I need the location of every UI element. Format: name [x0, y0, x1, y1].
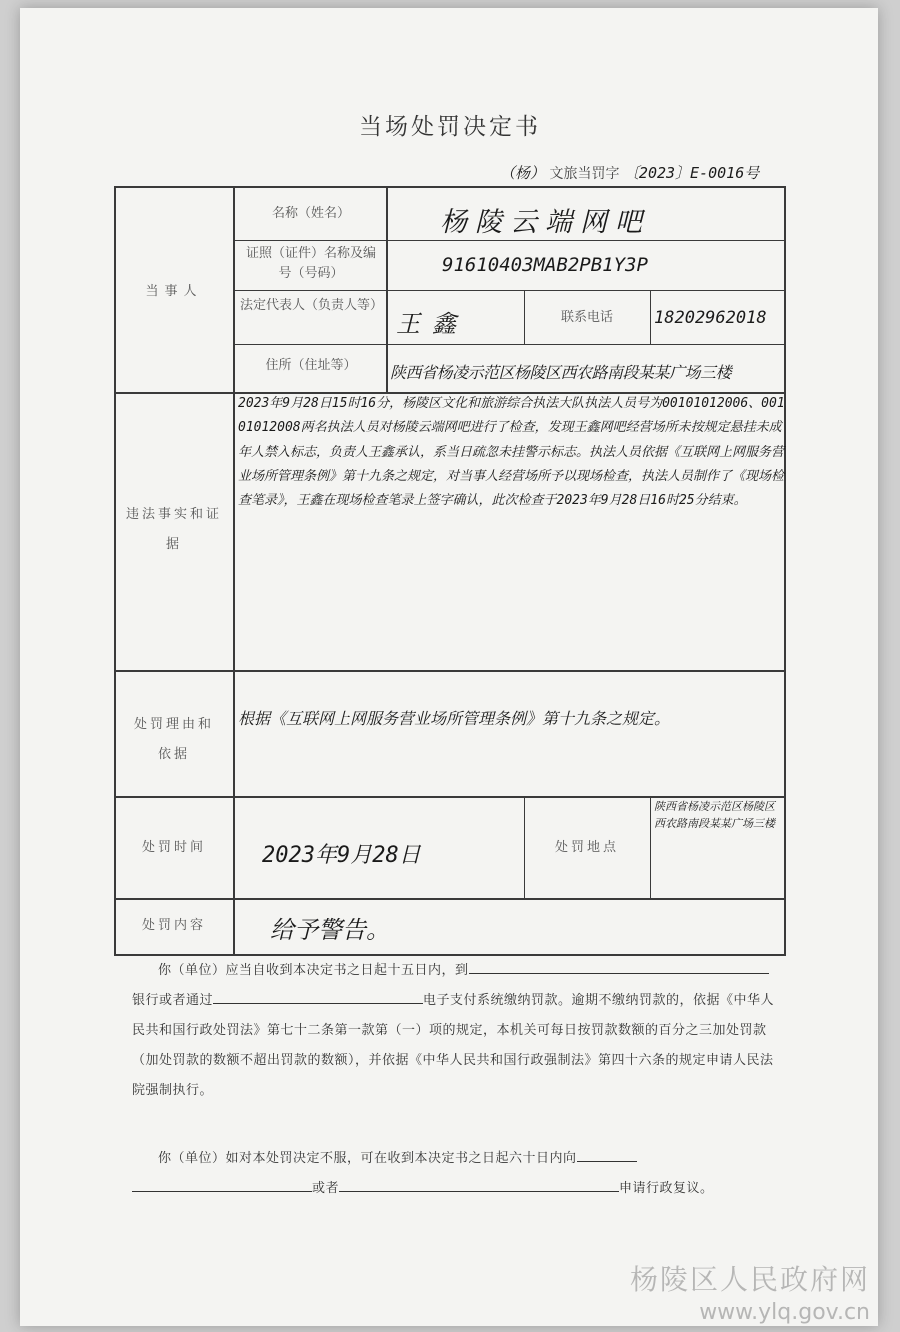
review-agency-blank-3: [339, 1177, 619, 1192]
basis-text: 根据《互联网上网服务营业场所管理条例》第十九条之规定。: [238, 709, 671, 728]
address-value: 陕西省杨凌示范区杨陵区西农路南段某某广场三楼: [390, 363, 732, 382]
table-border-right: [784, 186, 786, 956]
name-label: 名称（姓名）: [271, 206, 350, 221]
facts-label: [124, 500, 224, 560]
time-value: 2023年9月28日: [262, 843, 421, 868]
watermark-name: 杨陵区人民政府网: [629, 1263, 870, 1296]
place-label: 处罚地点: [554, 840, 619, 855]
basis-label: 处罚理由和依据: [133, 717, 214, 762]
content-value: 给予警告。: [270, 916, 390, 944]
party-row-divider-3: [233, 344, 786, 345]
rep-label: 法定代表人（负责人等）: [240, 298, 384, 313]
id-value: 91610403MAB2PB1Y3P: [442, 254, 648, 276]
doc-number-value: 〔2023〕E-0016号: [623, 164, 760, 182]
party-subcolumn-divider: [386, 186, 388, 392]
rep-phone-divider-a: [524, 290, 525, 344]
payment-system-blank: [213, 989, 423, 1004]
doc-prefix: （杨）: [500, 164, 546, 182]
id-label: 证照（证件）名称及编号（号码）: [245, 246, 376, 281]
review-agency-blank-2: [132, 1177, 312, 1192]
rep-phone-divider-b: [650, 290, 651, 344]
notice-p1-c: 电子支付系统缴纳罚款。逾期不缴纳罚款的，依据《中华人民共和国行政处罚法》第七十二条第一款第（一）项的规定，本机关可每日按罚款数额的百分之三加处罚款（加处罚款的数额不超出罚款的数额），并依据《中华人民共和国行政强制法》第四十六条的规定申请人民法院强制执行。: [132, 993, 775, 1098]
document-title: 当场处罚决定书: [359, 114, 541, 140]
time-label: 处罚时间: [141, 840, 206, 855]
phone-value: 18202962018: [654, 308, 767, 328]
party-section-label: 当事人: [145, 284, 203, 299]
party-row-divider-1: [233, 240, 786, 241]
review-agency-blank-1: [577, 1147, 637, 1162]
time-place-divider-b: [650, 796, 651, 898]
facts-label-text: 违法事实和证据: [125, 507, 222, 552]
notice-p2-c: 申请行政复议。: [619, 1181, 714, 1196]
section-divider-basis: [114, 670, 786, 672]
site-watermark: [630, 1258, 870, 1325]
time-place-divider-a: [524, 796, 525, 898]
notice-paragraph-2: [132, 1144, 782, 1204]
notice-p1-a: 你（单位）应当自收到本决定书之日起十五日内，到: [158, 963, 469, 978]
notice-p2-b: 或者: [312, 1181, 340, 1196]
party-row-divider-2: [233, 290, 786, 291]
bank-blank-1: [469, 959, 679, 974]
notice-paragraph-1: [132, 956, 782, 1106]
facts-text: 2023年9月28日15时16分，杨陵区文化和旅游综合执法大队执法人员号为00101012006、00101012008两名执法人员对杨陵云端网吧进行了检查，发现王鑫网吧经营场所未按规定悬挂未成年人禁入标志，负责人王鑫承认，系当日疏忽未挂警示标志。执法人员依据《互联网上网服务营业场所管理条例》第十九条之规定，对当事人经营场所予以现场检查，执法人员制作了《现场检查笔录》，王鑫在现场检查笔录上签字确认，此次检查于2023年9月28日16时25分结束。: [238, 396, 785, 509]
content-label: 处罚内容: [141, 918, 206, 933]
name-value: 杨陵云端网吧: [440, 207, 650, 238]
phone-label: 联系电话: [560, 310, 613, 325]
document-number: [500, 162, 759, 183]
place-value: 陕西省杨凌示范区杨陵区西农路南段某某广场三楼: [654, 800, 775, 830]
rep-value: 王鑫: [396, 310, 468, 338]
bank-blank-2: [679, 959, 769, 974]
doc-label: 文旅当罚字: [549, 166, 620, 182]
watermark-url: www.ylq.gov.cn: [699, 1300, 870, 1325]
notice-p1-b: 银行或者通过: [132, 993, 214, 1008]
address-label: 住所（住址等）: [265, 358, 357, 373]
section-divider-content: [114, 898, 786, 900]
table-border-top: [114, 186, 786, 188]
table-border-left: [114, 186, 116, 956]
column-divider: [233, 186, 235, 954]
notice-p2-a: 你（单位）如对本处罚决定不服，可在收到本决定书之日起六十日内向: [158, 1151, 577, 1166]
